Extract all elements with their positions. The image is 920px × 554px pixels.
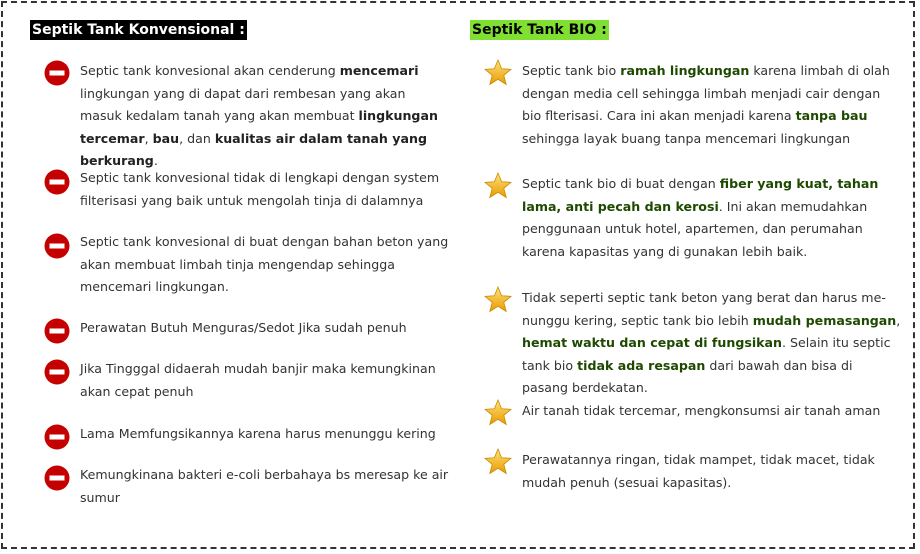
star-icon — [484, 172, 512, 199]
no-entry-icon — [44, 465, 70, 491]
no-entry-icon — [44, 318, 70, 344]
star-icon — [484, 59, 512, 86]
conventional-heading: Septik Tank Konvensional : — [32, 22, 245, 38]
no-entry-icon — [44, 169, 70, 195]
no-entry-icon — [44, 60, 70, 86]
no-entry-icon — [44, 359, 70, 385]
star-icon — [484, 399, 512, 426]
no-entry-icon — [44, 424, 70, 450]
star-icon — [484, 286, 512, 313]
content-frame: Septik Tank Konvensional : Septic tank konvesional akan cenderung mencemari lingkungan yang di dapat dari rembesan yang akan masuk kedalam tanah yang akan membuat lingkungan tercemar, bau, dan kualitas air dalam tanah yang berkurang. Septic tank konvesional tidak di lengkapi dengan system filterisasi yang baik untuk mengolah tinja di dalamnya Septic tank konvesional di buat dengan bahan beton yang akan membuat limbah tinja mengendap sehingga mencemari lingkungan. Perawatan Butuh Menguras/Sedot Jika sudah penuh Jika Tingggal didaerah mudah banjir maka kemungkinan akan cepat penuh Lama Memfungsikannya karena harus menunggu kering Kemungkinana bakteri e-coli berbahaya bs meresap ke air sumur Septik Tank BIO : Septic tank bio ramah lingkungan karena limbah di olah dengan media cell sehingga limbah menjadi cair dengan bio flterisasi. Cara ini akan menjadi karena tanpa bau sehingga layak buang tanpa mencemari lingkungan Septic tank bio di buat dengan fiber yang kuat, tahan lama, anti pecah dan kerosi. Ini akan memudahkan penggunaan untuk hotel, apartemen, dan perumahan karena kapasitas yang di gunakan lebih baik. Tidak seperti septic tank beton yang berat dan harus menunggu kering, septic tank bio lebih mudah pemasangan, hemat waktu dan cepat di fungsikan. Selain itu septic tank bio tidak ada resapan dari bawah dan bisa di pasang berdekatan. Air tanah tidak tercemar, mengkonsumsi air tanah aman Perawatannya ringan, tidak mampet, tidak macet, tidak mudah penuh (sesuai kapasitas). — [1, 1, 915, 549]
bio-heading: Septik Tank BIO : — [472, 22, 607, 38]
star-icon — [484, 448, 512, 475]
no-entry-icon — [44, 233, 70, 259]
